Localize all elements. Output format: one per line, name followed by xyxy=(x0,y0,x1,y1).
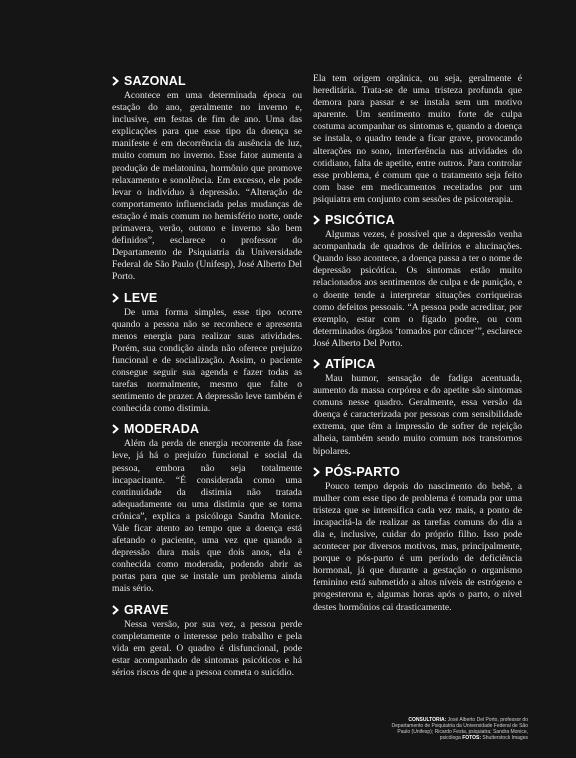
section-grave xyxy=(112,602,302,679)
credits-fotos-text: Shutterstock Images xyxy=(482,735,528,741)
section-title-text: GRAVE xyxy=(124,602,169,617)
credits-block xyxy=(388,717,528,741)
chevron-right-icon xyxy=(112,76,119,86)
right-column xyxy=(313,73,522,620)
continued-body-text: Ela tem origem orgânica, ou seja, geralmente é hereditária. Trata-se de uma tristeza profunda que demora para passar e se instala sem um motivo aparente. Um sentimento muito forte de culpa costuma acompanhar os sintomas e, quando a doença se instala, o quadro tende a ficar grave, provocando alterações no sono, interferência nas atividades do cotidiano, falta de apetite, entre outros. Para controlar esse problema, é comum que o tratamento seja feito com base em medicamentos receitados por um psiquiatra em conjunto com sessões de psicoterapia. xyxy=(313,73,522,205)
section-continuation xyxy=(313,73,522,206)
section-title-text: PÓS-PARTO xyxy=(325,464,400,479)
section-pos-parto xyxy=(313,464,522,614)
chevron-right-icon xyxy=(313,467,320,477)
section-body-grave: Nessa versão, por sua vez, a pessoa perde completamente o interesse pelo trabalho e pela vida em geral. O quadro é disfuncional, pode estar acompanhado de sintomas psicóticos e há sérios riscos de que a pessoa cometa o suicídio. xyxy=(112,618,302,678)
section-body-psicotica: Algumas vezes, é possível que a depressão venha acompanhada de quadros de delírios e alucinações. Quando isso acontece, a doença passa a ter o nome de depressão psicótica. Os sintomas estão muito relacionados aos sentimentos de culpa e de punição, e o doente tende a interpretar situações corriqueiras como defeitos pessoais. “A pessoa pode acreditar, por exemplo, estar com o fígado podre, ou com determinados órgãos ‘tomados por câncer’”, esclarece José Alberto Del Porto. xyxy=(313,229,522,349)
section-title-text: ATÍPICA xyxy=(325,356,376,371)
chevron-right-icon xyxy=(313,215,320,225)
left-column xyxy=(112,73,302,685)
section-title-moderada xyxy=(112,421,302,437)
section-psicotica xyxy=(313,212,522,350)
section-title-sazonal xyxy=(112,73,302,89)
credits-consultoria-label: CONSULTORIA: xyxy=(408,717,447,723)
section-title-leve xyxy=(112,290,302,306)
chevron-right-icon xyxy=(112,293,119,303)
section-title-atipica xyxy=(313,356,522,372)
section-atipica xyxy=(313,356,522,458)
credits-fotos-label: FOTOS: xyxy=(462,735,482,741)
section-leve xyxy=(112,290,302,416)
section-body-atipica: Mau humor, sensação de fadiga acentuada, aumento da massa corpórea e do apetite são sintomas comuns nesse quadro. Geralmente, essa versão da doença é caracterizada por pessoas com sensibilidade extrema, que têm a impressão de sofrer de rejeição alheia, também sendo muito comum nos transtornos bipolares. xyxy=(313,372,522,457)
chevron-right-icon xyxy=(313,359,320,369)
section-title-text: LEVE xyxy=(124,290,158,305)
credits-consultoria-text: José Alberto Del Porto, professor do Departamento de Psiquiatria da Universidade Federal de São Paulo (Unifesp); Ricardo Festa, psiquiatra; Sandra Monice, psicóloga xyxy=(391,717,528,741)
section-sazonal xyxy=(112,73,302,284)
chevron-right-icon xyxy=(112,605,119,615)
section-title-psicotica xyxy=(313,212,522,228)
section-body-leve: De uma forma simples, esse tipo ocorre quando a pessoa não se reconhece e apresenta menos energia para realizar suas atividades. Porém, sua condição ainda não oferece prejuízo funcional e de socialização. Assim, o paciente consegue seguir sua agenda e fazer todas as tarefas normalmente, mesmo que falte o sentimento de prazer. A depressão leve também é conhecida como distimia. xyxy=(112,306,302,415)
section-title-text: SAZONAL xyxy=(124,74,186,88)
section-title-pos-parto xyxy=(313,464,522,480)
section-body-sazonal: Acontece em uma determinada época ou estação do ano, geralmente no inverno e, inclusive, em festas de fim de ano. Uma das explicações para que esse tipo da doença se manifeste é em decorrência da ausência de luz, muito comum no inverno. Esse fator aumenta a produção de melatonina, hormônio que promove relaxamento e sonolência. Em excesso, ele pode levar o indivíduo à depressão. “Alteração de comportamento influenciada pelas mudanças de estação é mais comum no hemisfério norte, onde primavera, verão, outono e inverno são bem definidos”, esclarece o professor do Departamento de Psiquiatria da Universidade Federal de São Paulo (Unifesp), José Alberto Del Porto. xyxy=(112,90,302,283)
section-title-text: MODERADA xyxy=(124,422,200,437)
chevron-right-icon xyxy=(112,424,119,434)
section-title-text: PSICÓTICA xyxy=(325,213,395,228)
section-body-pos-parto: Pouco tempo depois do nascimento do bebê, a mulher com esse tipo de problema é tomada por uma tristeza que se intensifica cada vez mais, a ponto de incapacitá-la de realizar as tarefas comuns do dia a dia e, inclusive, cuidar do próprio filho. Isso pode acontecer por diversos motivos, mas, principalmente, porque o pós-parto é um período de deficiência hormonal, já que durante a gestação o organismo feminino está submetido a altos níveis de estrógeno e progesterona e, algumas horas após o parto, o nível destes hormônios cai drasticamente. xyxy=(313,480,522,613)
section-body-moderada: Além da perda de energia recorrente da fase leve, já há o prejuízo funcional e social da pessoa, embora não seja totalmente incapacitante. “É considerada como uma continuidade da distimia não tratada adequadamente ou uma distimia que se torna crônica”, explica a psicóloga Sandra Monice. Vale ficar atento ao tempo que a doença está afetando o paciente, uma vez que quando a depressão dura mais que dois anos, ela é conhecida como moderada, podendo abrir as portas para que se instale um problema ainda mais sério. xyxy=(112,438,302,595)
section-title-grave xyxy=(112,602,302,618)
section-moderada xyxy=(112,421,302,595)
